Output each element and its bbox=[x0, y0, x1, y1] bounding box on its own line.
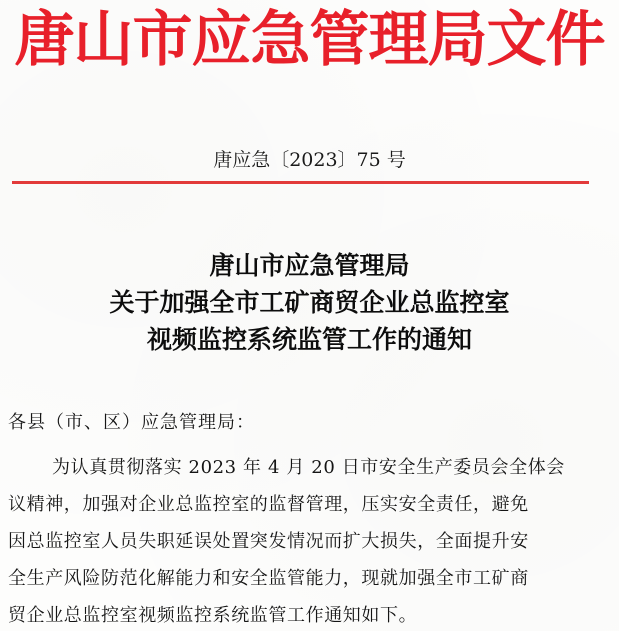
notice-title bbox=[0, 247, 619, 358]
body-line-5: 贸企业总监控室视频监控系统监管工作通知如下。 bbox=[8, 605, 418, 626]
document-number: 唐应急〔2023〕75 号 bbox=[213, 149, 406, 171]
red-divider-rule bbox=[12, 181, 589, 184]
body-line-2: 议精神，加强对企业总监控室的监督管理，压实安全责任，避免 bbox=[8, 494, 529, 515]
body-line-3: 因总监控室人员失职延误处置突发情况而扩大损失，全面提升安 bbox=[8, 531, 529, 552]
salutation: 各县（市、区）应急管理局： bbox=[8, 412, 255, 433]
body-line-4: 全生产风险防范化解能力和安全监管能力，现就加强全市工矿商 bbox=[8, 568, 529, 589]
document-header-title: 唐山市应急管理局文件 bbox=[14, 5, 605, 75]
body-line-1: 为认真贯彻落实 2023 年 4 月 20 日市安全生产委员会全体会 bbox=[52, 457, 565, 478]
notice-title-line-1: 唐山市应急管理局 bbox=[209, 251, 410, 280]
notice-title-line-2: 关于加强全市工矿商贸企业总监控室 bbox=[109, 288, 510, 317]
body-paragraph bbox=[8, 449, 608, 634]
notice-title-line-3: 视频监控系统监管工作的通知 bbox=[146, 325, 472, 354]
